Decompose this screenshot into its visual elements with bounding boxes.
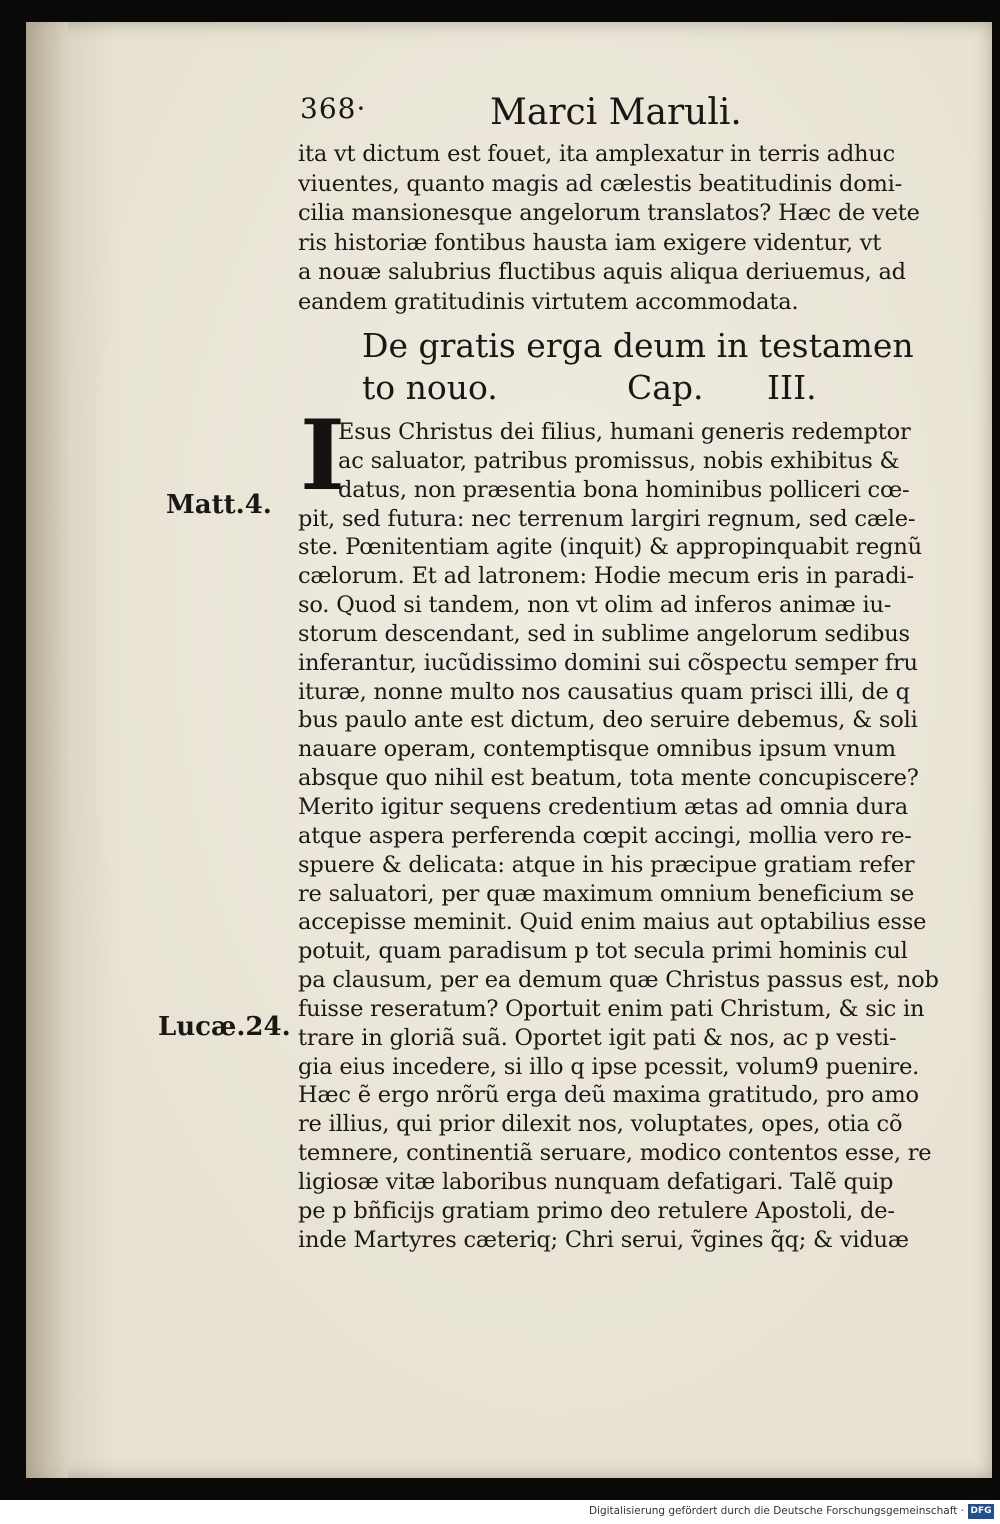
text-line: re illius, qui prior dilexit nos, voluptates, opes, otia cõ [298,1111,903,1138]
text-line: pa clausum, per ea demum quæ Christus passus est, nob [298,967,939,994]
text-line: datus, non præsentia bona hominibus polliceri cœ- [338,476,910,503]
text-line: accepisse meminit. Quid enim maius aut optabilius esse [298,909,927,936]
text-line: ris historiæ fontibus hausta iam exigere videntur, vt [298,229,882,256]
page-gutter [26,22,68,1478]
text-line: temnere, continentiã seruare, modico contentos esse, re [298,1140,932,1167]
marginal-note-matthew: Matt.4. [166,490,272,520]
text-line: atque aspera perferenda cœpit accingi, mollia vero re- [298,822,912,849]
page-number: 368· [300,92,367,125]
text-line: Merito igitur sequens credentium ætas ad omnia dura [298,793,908,820]
text-line: ita vt dictum est fouet, ita amplexatur in terris adhuc [298,141,896,167]
drop-initial: I [300,399,345,512]
text-line: ac saluator, patribus promissus, nobis exhibitus & [338,447,900,474]
footer-credit: Digitalisierung gefördert durch die Deutsche Forschungsgemeinschaft · [588,1505,964,1517]
text-line: cælorum. Et ad latronem: Hodie mecum eris in paradi- [298,563,914,590]
text-line: potuit, quam paradisum p tot secula primi hominis cul [298,938,908,965]
text-line: pe p bñficijs gratiam primo deo retulere Apostoli, de- [298,1197,895,1224]
running-title: Marci Maruli. [490,92,742,133]
text-line: Esus Christus dei filius, humani generis redemptor [338,419,911,445]
main-paragraph [298,418,958,1254]
marginal-note-luke: Lucæ.24. [158,1012,291,1042]
chapter-number: III. [767,368,817,407]
intro-paragraph [298,140,953,317]
text-line: ligiosæ vitæ laboribus nunquam defatigari. Talẽ quip [298,1168,894,1195]
chapter-label: Cap. [627,368,704,407]
text-line: bus paulo ante est dictum, deo seruire debemus, & soli [298,707,918,734]
text-line: cilia mansionesque angelorum translatos? Hæc de vete [298,200,920,226]
text-line: storum descendant, sed in sublime angelorum sedibus [298,620,910,647]
text-line: fuisse reseratum? Oportuit enim pati Christum, & sic in [298,995,925,1022]
text-line: spuere & delicata: atque in his præcipue gratiam refer [298,851,915,878]
text-line: absque quo nihil est beatum, tota mente concupiscere? [298,765,919,792]
text-line: eandem gratitudinis virtutem accommodata. [298,288,799,315]
text-line: inferantur, iucũdissimo domini sui cõspectu semper fru [298,649,918,676]
chapter-title-line: De gratis erga deum in testamen [362,326,914,365]
chapter-title-line-2 [362,367,922,409]
text-line: viuentes, quanto magis ad cælestis beatitudinis domi- [298,170,903,197]
page-header [300,92,770,142]
text-line: ituræ, nonne multo nos causatius quam prisci illi, de q [298,678,910,705]
text-line: gia eius incedere, si illo q ipse pcessit, volum9 puenire. [298,1053,920,1080]
text-line: ste. Pœnitentiam agite (inquit) & appropinquabit regnũ [298,534,922,561]
text-line: nauare operam, contemptisque omnibus ipsum vnum [298,736,896,763]
text-line: a nouæ salubrius fluctibus aquis aliqua deriuemus, ad [298,259,906,285]
text-line: Hæc ẽ ergo nrõrũ erga deũ maxima gratitudo, pro amo [298,1082,919,1109]
text-line: so. Quod si tandem, non vt olim ad inferos animæ iu- [298,592,892,619]
chapter-title-end: to nouo. [362,368,498,407]
chapter-heading [362,325,922,409]
text-line: re saluatori, per quæ maximum omnium beneficium se [298,880,915,907]
text-line: pit, sed futura: nec terrenum largiri regnum, sed cæle- [298,505,916,532]
footer-bar [0,1500,1000,1524]
dfg-logo-icon: DFG [968,1504,994,1519]
text-line: trare in gloriã suã. Oportet igit pati & nos, ac p vesti- [298,1024,897,1051]
text-line: inde Martyres cæteriq; Chri serui, ṽgines q̃q; & viduæ [298,1226,909,1253]
